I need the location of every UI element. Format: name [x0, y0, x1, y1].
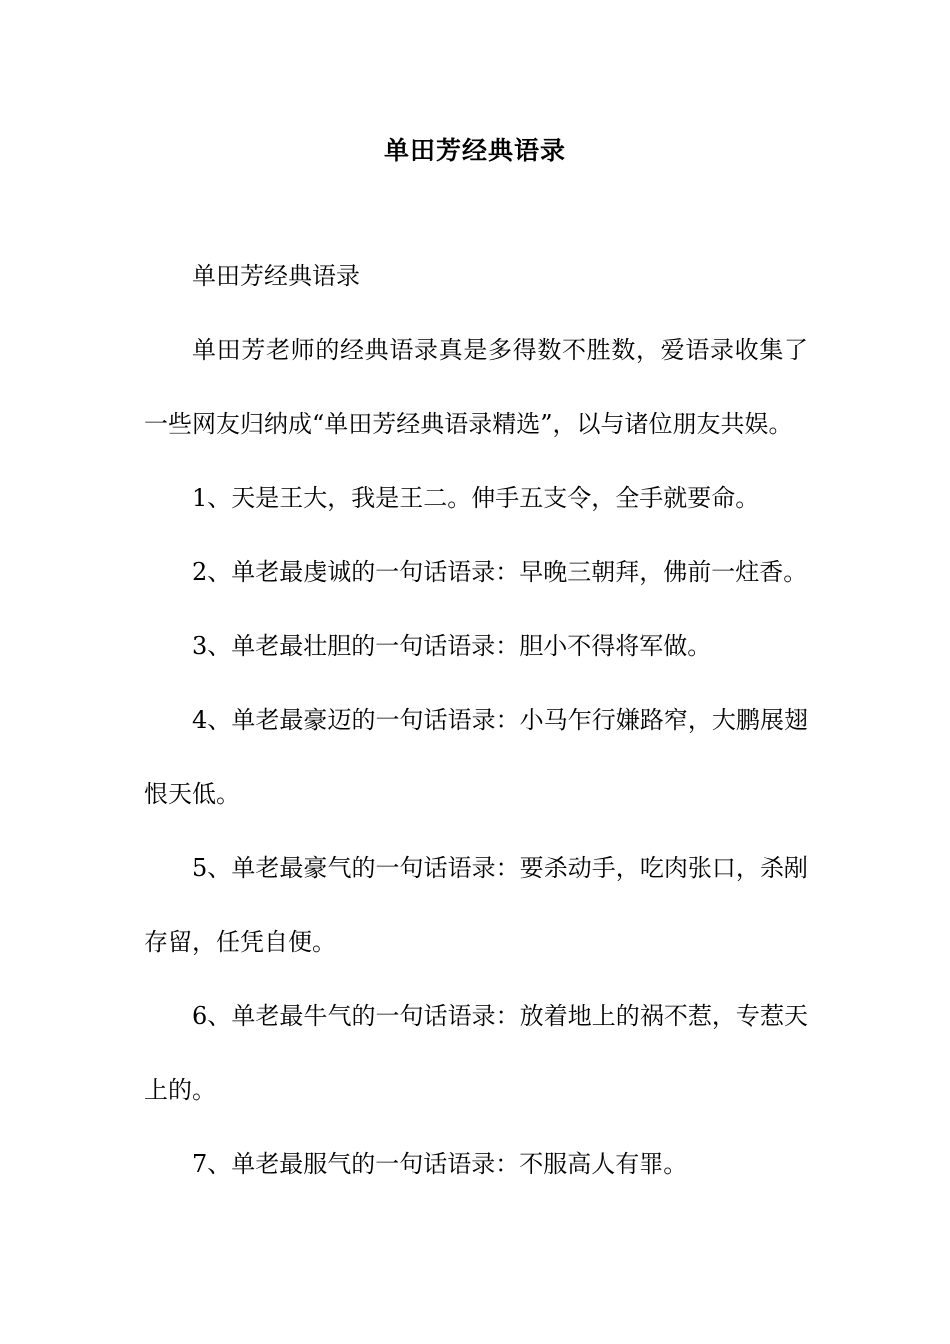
quote-item-6: 6、单老最牛气的一句话语录：放着地上的祸不惹，专惹天上的。: [144, 1002, 808, 1104]
paragraph-subtitle: 单田芳经典语录: [192, 262, 360, 290]
quote-item-1: 1、天是王大，我是王二。伸手五支令，全手就要命。: [192, 484, 760, 512]
quote-item-4: 4、单老最豪迈的一句话语录：小马乍行嫌路窄，大鹏展翅恨天低。: [144, 706, 808, 808]
quote-item-3: 3、单老最壮胆的一句话语录：胆小不得将军做。: [192, 632, 712, 660]
paragraph-intro: 单田芳老师的经典语录真是多得数不胜数，爱语录收集了一些网友归纳成“单田芳经典语录精选”，以与诸位朋友共娱。: [144, 336, 808, 438]
document-title: 单田芳经典语录: [383, 136, 566, 165]
quote-item-7: 7、单老最服气的一句话语录：不服高人有罪。: [192, 1150, 688, 1178]
quote-item-5: 5、单老最豪气的一句话语录：要杀动手，吃肉张口，杀剐存留，任凭自便。: [144, 854, 808, 956]
quote-item-2: 2、单老最虔诚的一句话语录：早晚三朝拜，佛前一炷香。: [192, 558, 808, 586]
document-body: [144, 254, 808, 1216]
